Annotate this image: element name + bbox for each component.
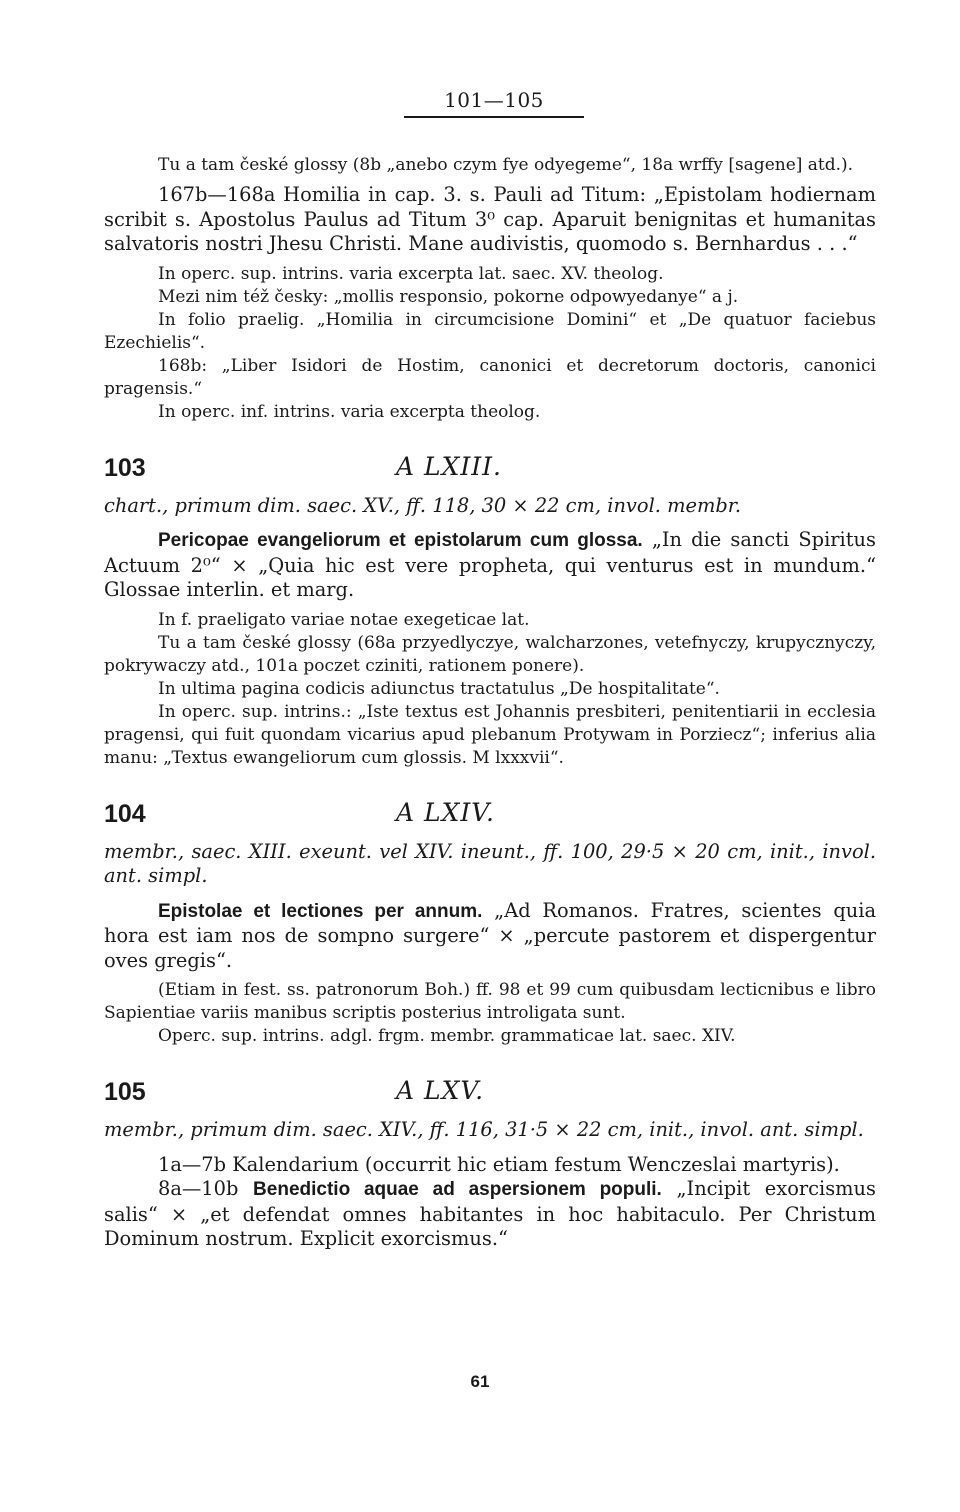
page-body: [104, 88, 876, 1252]
shelfmark: A LXIII.: [396, 451, 502, 481]
entry-103-heading: [104, 452, 876, 484]
entry-number: 103: [104, 453, 146, 482]
running-head: 101—105: [404, 88, 584, 118]
note: Tu a tam české glossy (68a przyedlyczye, walcharzones, vetefnyczy, krupycznyczy, pokrywaczy atd., 101a poczet cziniti, rationem ponere).: [104, 632, 876, 676]
note: (Etiam in fest. ss. patronorum Boh.) ff. 98 et 99 cum quibusdam lecticnibus e libro Sapientiae variis manibus scriptis posterius introligata sunt.: [104, 980, 876, 1023]
note: Operc. sup. intrins. adgl. frgm. membr. grammaticae lat. saec. XIV.: [158, 1026, 736, 1046]
folio-reference: 8a—10b: [158, 1177, 239, 1200]
top-paragraph-4: Mezi nim též česky: „mollis responsio, pokorne odpowyedanye“ a j.: [158, 286, 739, 307]
top-paragraph-5: In folio praelig. „Homilia in circumcisione Domini“ et „De quatuor faciebus Ezechielis“.: [104, 309, 876, 353]
top-paragraph-2: 167b—168a Homilia in cap. 3. s. Pauli ad Titum: „Epistolam hodiernam scribit s. Apostolus Paulus ad Titum 3⁰ cap. Aparuit benignitas et humanitas salvatoris nostri Jhesu Christi. Mane audivistis, quomodo s. Bernhardus . . .“: [104, 183, 876, 255]
note: In f. praeligato variae notae exegeticae lat.: [158, 609, 530, 630]
incipit: „In die sancti Spiritus Actuum 2⁰“ × „Quia hic est vere propheta, qui venturus est in mundum.“ Glossae interlin. et marg.: [104, 528, 876, 601]
note: In operc. sup. intrins.: „Iste textus est Johannis presbiteri, penitentiarii in ecclesia pragensi, qui fuit quondam vicarius apud plebanum Protywam in Porziecz“; inferius alia manu: „Textus ewangeliorum cum glossis. M lxxxvii“.: [104, 701, 876, 768]
top-paragraph-1: Tu a tam české glossy (8b „anebo czym fye odyegeme“, 18a wrffy [sagene] atd.).: [158, 155, 854, 175]
page-number: 61: [470, 1372, 490, 1391]
incipit: „Ad Romanos. Fratres, scientes quia hora est iam nos de sompno surgere“ × „percute pastorem et dispergentur oves gregis“.: [104, 898, 877, 972]
entry-number: 104: [104, 799, 146, 828]
work-title: Pericopae evangeliorum et epistolarum cum glossa.: [158, 530, 643, 551]
entry-103-contents: [104, 528, 876, 603]
physical-description: membr., primum dim. saec. XIV., ff. 116, 31·5 × 22 cm, init., invol. ant. simpl.: [104, 1118, 864, 1141]
incipit: „Incipit exorcismus salis“ × „et defendat omnes habitantes in hoc habitaculo. Per Christum Dominum nostrum. Explicit exorcismus.“: [104, 1177, 876, 1250]
physical-description: chart., primum dim. saec. XV., ff. 118, 30 × 22 cm, invol. membr.: [104, 493, 742, 517]
top-paragraph-3: In operc. sup. intrins. varia excerpta lat. saec. XV. theolog.: [158, 263, 664, 284]
top-paragraph-6: 168b: „Liber Isidori de Hostim, canonici et decretorum doctoris, canonici pragensis.“: [104, 355, 876, 399]
shelfmark: A LXV.: [396, 1076, 485, 1105]
entry-104-heading: [104, 798, 876, 830]
shelfmark: A LXIV.: [396, 797, 495, 827]
physical-description: membr., saec. XIII. exeunt. vel XIV. ineunt., ff. 100, 29·5 × 20 cm, init., invol. ant. simpl.: [104, 839, 876, 887]
work-title: Epistolae et lectiones per annum.: [158, 900, 483, 922]
note: In ultima pagina codicis adiunctus tractatulus „De hospitalitate“.: [158, 678, 720, 699]
entry-104-contents: [104, 899, 876, 974]
top-paragraph-7: In operc. inf. intrins. varia excerpta theolog.: [158, 401, 541, 422]
work-title: Benedictio aquae ad aspersionem populi.: [253, 1179, 662, 1200]
entry-105-line-2: [104, 1177, 876, 1252]
entry-105-heading: [104, 1076, 876, 1108]
entry-105-line-1: 1a—7b Kalendarium (occurrit hic etiam festum Wenczeslai martyris).: [158, 1152, 840, 1176]
entry-number: 105: [104, 1078, 146, 1106]
